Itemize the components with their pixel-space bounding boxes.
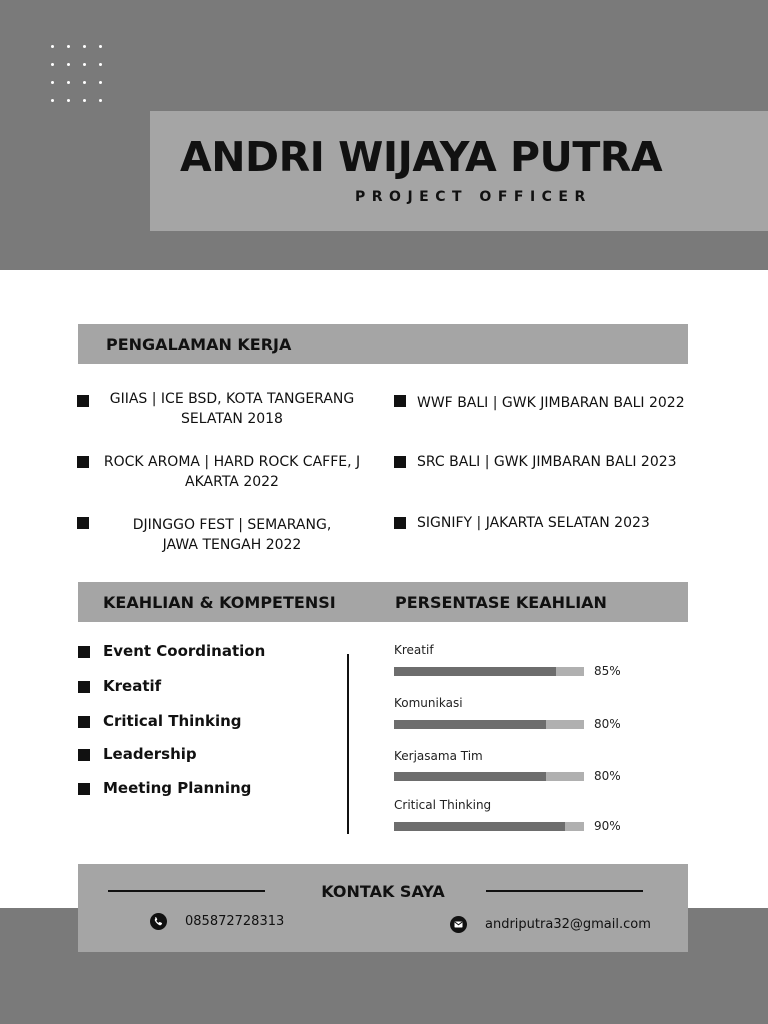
- phone-icon: [150, 913, 167, 930]
- bullet-square: [78, 783, 90, 795]
- skills-title: KEAHLIAN & KOMPETENSI: [103, 593, 336, 612]
- progress-track: [394, 720, 584, 729]
- skill-item: Meeting Planning: [103, 779, 252, 797]
- job-title: PROJECT OFFICER: [355, 189, 592, 205]
- skill-item: Critical Thinking: [103, 712, 242, 730]
- decorative-dot: [51, 99, 54, 102]
- decorative-dot: [83, 45, 86, 48]
- bullet-square: [78, 646, 90, 658]
- progress-fill: [394, 772, 546, 781]
- decorative-dot: [99, 99, 102, 102]
- experience-entry: WWF BALI | GWK JIMBARAN BALI 2022: [417, 395, 685, 411]
- experience-entry: [92, 515, 372, 555]
- decorative-dot: [67, 81, 70, 84]
- progress-fill: [394, 720, 546, 729]
- decorative-dot: [99, 81, 102, 84]
- decorative-dot: [99, 63, 102, 66]
- bullet-square: [77, 395, 89, 407]
- email-address[interactable]: andriputra32@gmail.com: [485, 917, 651, 932]
- experience-entry: [92, 452, 372, 492]
- bullet-square: [394, 456, 406, 468]
- skill-item: Kreatif: [103, 677, 162, 695]
- percent-label: Komunikasi: [394, 696, 463, 710]
- experience-title: PENGALAMAN KERJA: [106, 335, 292, 354]
- experience-entry-line: ROCK AROMA | HARD ROCK CAFFE, J: [103, 454, 361, 470]
- percent-value: 80%: [594, 717, 621, 731]
- decorative-dot: [83, 99, 86, 102]
- experience-header: [78, 324, 688, 364]
- progress-track: [394, 822, 584, 831]
- experience-entry: [92, 389, 372, 429]
- decorative-dot: [99, 45, 102, 48]
- decorative-dot: [67, 45, 70, 48]
- progress-fill: [394, 822, 565, 831]
- bullet-square: [77, 456, 89, 468]
- skills-header: [78, 582, 688, 622]
- decorative-dot: [51, 81, 54, 84]
- decorative-dot: [83, 81, 86, 84]
- progress-track: [394, 772, 584, 781]
- phone-number[interactable]: 085872728313: [185, 914, 285, 929]
- percent-label: Kreatif: [394, 643, 434, 657]
- progress-track: [394, 667, 584, 676]
- experience-entry-line: JAWA TENGAH 2022: [162, 537, 302, 553]
- skill-item: Event Coordination: [103, 642, 266, 660]
- bullet-square: [394, 395, 406, 407]
- contact-title: KONTAK SAYA: [321, 882, 445, 901]
- percent-label: Critical Thinking: [394, 798, 492, 812]
- progress-fill: [394, 667, 556, 676]
- percent-label: Kerjasama Tim: [394, 749, 483, 763]
- percent-value: 85%: [594, 664, 621, 678]
- decorative-dot: [83, 63, 86, 66]
- decorative-dot: [67, 99, 70, 102]
- percent-title: PERSENTASE KEAHLIAN: [395, 593, 607, 612]
- bullet-square: [78, 716, 90, 728]
- experience-entry-line: DJINGGO FEST | SEMARANG,: [132, 517, 332, 533]
- skill-item: Leadership: [103, 745, 197, 763]
- experience-entry: SRC BALI | GWK JIMBARAN BALI 2023: [417, 454, 677, 470]
- decorative-dot: [67, 63, 70, 66]
- percent-value: 90%: [594, 819, 621, 833]
- experience-entry-line: AKARTA 2022: [185, 474, 279, 490]
- experience-entry-line: SELATAN 2018: [181, 411, 283, 427]
- decorative-dot: [51, 63, 54, 66]
- bullet-square: [77, 517, 89, 529]
- bullet-square: [78, 749, 90, 761]
- bullet-square: [78, 681, 90, 693]
- experience-entry-line: GIIAS | ICE BSD, KOTA TANGERANG: [109, 391, 355, 407]
- email-icon: [450, 916, 467, 933]
- name-banner: [150, 111, 768, 231]
- person-name: ANDRI WIJAYA PUTRA: [180, 133, 663, 181]
- percent-value: 80%: [594, 769, 621, 783]
- bullet-square: [394, 517, 406, 529]
- experience-entry: SIGNIFY | JAKARTA SELATAN 2023: [417, 515, 650, 531]
- decorative-dots: [48, 43, 108, 107]
- decorative-dot: [51, 45, 54, 48]
- column-divider: [347, 654, 349, 834]
- contact-section: [78, 864, 688, 952]
- divider-line: [486, 890, 643, 892]
